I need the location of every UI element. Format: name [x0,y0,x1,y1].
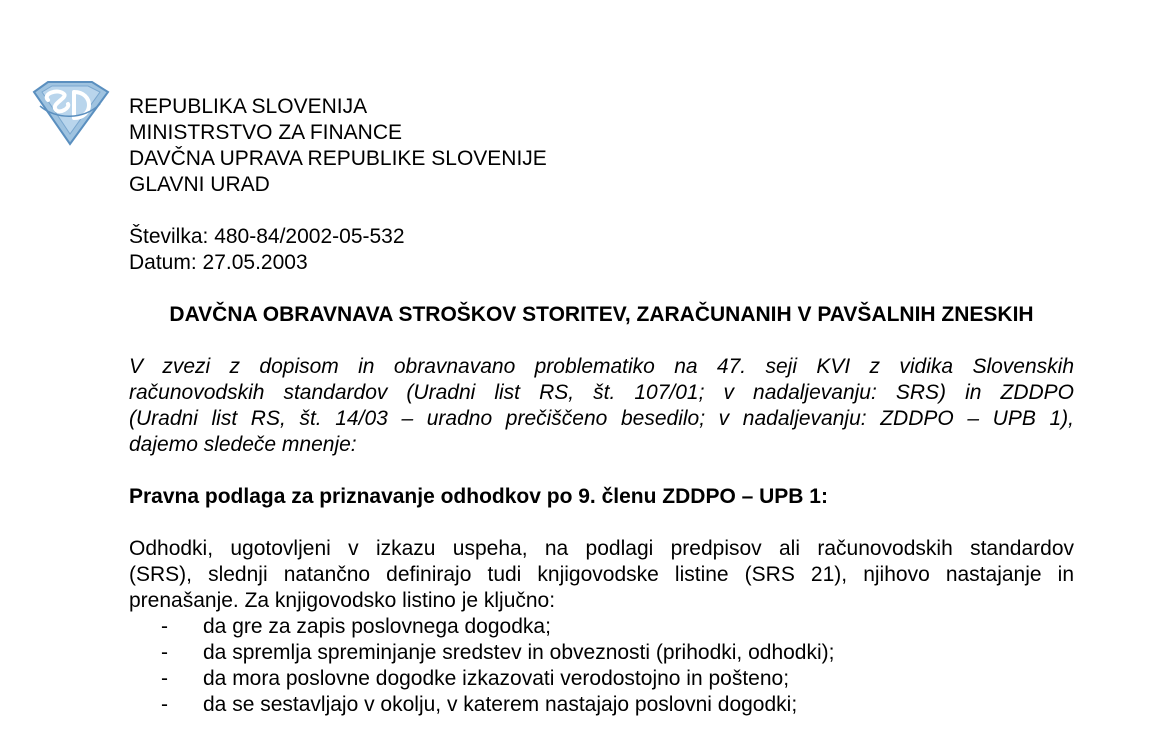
header-line-tax-admin: DAVČNA UPRAVA REPUBLIKE SLOVENIJE [129,147,547,170]
document-date: Datum: 27.05.2003 [129,251,308,274]
header-line-republic: REPUBLIKA SLOVENIJA [129,95,368,118]
body-paragraph [129,536,1074,614]
list-item [129,666,1074,692]
list-item-text: da spremlja spreminjanje sredstev in obveznosti (prihodki, odhodki); [203,641,835,664]
document-number: Številka: 480-84/2002-05-532 [129,225,405,248]
document-title: DAVČNA OBRAVNAVA STROŠKOV STORITEV, ZARAČUNANIH V PAVŠALNIH ZNESKIH [169,303,1034,326]
intro-line: (Uradni list RS, št. 14/03 – uradno prečiščeno besedilo; v nadaljevanju: ZDDPO – UPB 1), [129,407,1074,430]
intro-paragraph [129,354,1074,458]
dursi-emblem-icon [28,78,112,148]
list-dash: - [161,667,168,690]
body-line: (SRS), slednji natančno definirajo tudi knjigovodske listine (SRS 21), njihovo nastajanje in [129,563,1074,586]
document-page [129,94,1074,718]
list-item [129,640,1074,666]
list-dash: - [161,641,168,664]
section-heading: Pravna podlaga za priznavanje odhodkov po 9. členu ZDDPO – UPB 1: [129,485,828,508]
list-dash: - [161,615,168,638]
document-meta [129,224,1074,276]
body-line: prenašanje. Za knjigovodsko listino je ključno: [129,589,556,612]
body-line: Odhodki, ugotovljeni v izkazu uspeha, na podlagi predpisov ali računovodskih standardov [129,537,1074,560]
intro-line: računovodskih standardov (Uradni list RS, št. 107/01; v nadaljevanju: SRS) in ZDDPO [129,381,1074,404]
list-item [129,692,1074,718]
header-line-office: GLAVNI URAD [129,173,270,196]
requirements-list [129,614,1074,718]
list-item-text: da se sestavljajo v okolju, v katerem nastajajo poslovni dogodki; [203,693,798,716]
list-dash: - [161,693,168,716]
list-item-text: da gre za zapis poslovnega dogodka; [203,615,551,638]
intro-line: dajemo sledeče mnenje: [129,433,357,456]
intro-line: V zvezi z dopisom in obravnavano problematiko na 47. seji KVI z vidika Slovenskih [129,355,1074,378]
list-item-text: da mora poslovne dogodke izkazovati verodostojno in pošteno; [203,667,790,690]
header-line-ministry: MINISTRSTVO ZA FINANCE [129,121,403,144]
issuer-header [129,94,1074,198]
list-item [129,614,1074,640]
